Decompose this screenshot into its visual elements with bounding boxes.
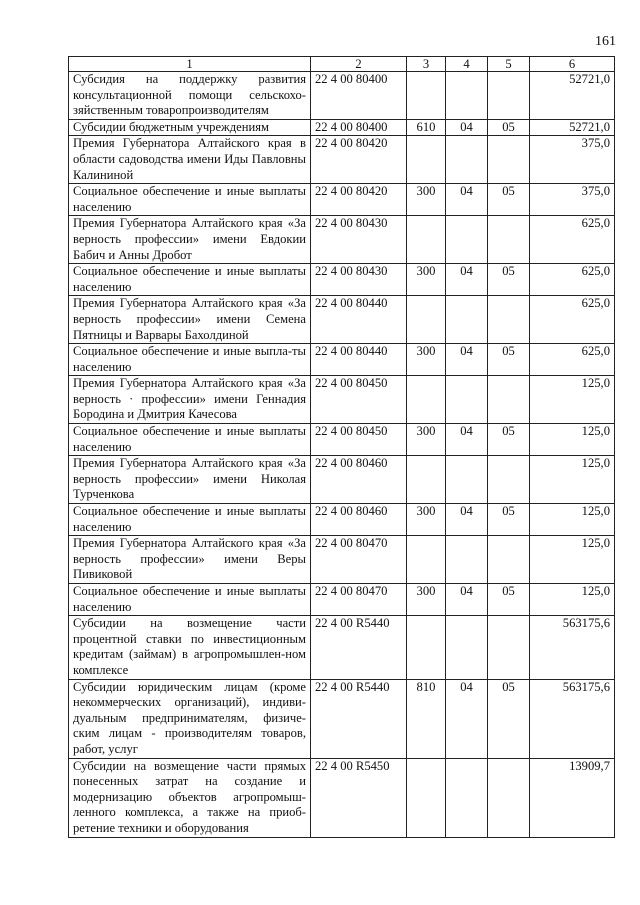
table-row: [69, 216, 615, 264]
subsection-cell: [488, 72, 530, 120]
section-cell: 04: [446, 119, 488, 136]
table-row: [69, 376, 615, 424]
amount-cell: 625,0: [530, 296, 615, 344]
expense-type-cell: 610: [407, 119, 446, 136]
expense-type-cell: 300: [407, 424, 446, 456]
section-cell: [446, 136, 488, 184]
header-col-1: 1: [69, 57, 311, 72]
expense-type-cell: 300: [407, 344, 446, 376]
budget-code-cell: 22 4 00 80430: [311, 264, 407, 296]
section-cell: [446, 376, 488, 424]
subsection-cell: 05: [488, 584, 530, 616]
amount-cell: 125,0: [530, 536, 615, 584]
table-row: [69, 584, 615, 616]
expense-type-cell: [407, 72, 446, 120]
section-cell: 04: [446, 679, 488, 758]
budget-code-cell: 22 4 00 80460: [311, 456, 407, 504]
table-row: [69, 136, 615, 184]
budget-code-cell: 22 4 00 80450: [311, 424, 407, 456]
subsection-cell: [488, 296, 530, 344]
budget-code-cell: 22 4 00 80430: [311, 216, 407, 264]
expense-type-cell: [407, 456, 446, 504]
subsection-cell: [488, 758, 530, 837]
subsection-cell: [488, 376, 530, 424]
table-row: [69, 184, 615, 216]
amount-cell: 125,0: [530, 584, 615, 616]
expense-type-cell: 300: [407, 184, 446, 216]
item-name-cell: Социальное обеспечение и иные выплаты населению: [69, 264, 311, 296]
expense-type-cell: [407, 616, 446, 679]
table-row: [69, 264, 615, 296]
item-name-cell: Субсидии на возмещение части прямых понесенных затрат на создание и модернизацию объектов агропромыш-ленного комплекса, а также на приоб-ретение техники и оборудования: [69, 758, 311, 837]
table-row: [69, 119, 615, 136]
subsection-cell: 05: [488, 424, 530, 456]
subsection-cell: 05: [488, 264, 530, 296]
table-row: [69, 344, 615, 376]
subsection-cell: 05: [488, 119, 530, 136]
page-number: 161: [595, 34, 616, 49]
amount-cell: 125,0: [530, 504, 615, 536]
budget-code-cell: 22 4 00 R5450: [311, 758, 407, 837]
table-row: [69, 296, 615, 344]
budget-code-cell: 22 4 00 80450: [311, 376, 407, 424]
budget-code-cell: 22 4 00 80460: [311, 504, 407, 536]
expense-type-cell: 810: [407, 679, 446, 758]
amount-cell: 52721,0: [530, 72, 615, 120]
header-col-3: 3: [407, 57, 446, 72]
header-col-4: 4: [446, 57, 488, 72]
table-row: [69, 616, 615, 679]
subsection-cell: [488, 216, 530, 264]
amount-cell: 125,0: [530, 376, 615, 424]
expense-type-cell: [407, 296, 446, 344]
amount-cell: 625,0: [530, 264, 615, 296]
item-name-cell: Субсидии юридическим лицам (кроме некоммерческих организаций), индиви-дуальным предпринимателям, физиче-ским лицам - производителям товаров, работ, услуг: [69, 679, 311, 758]
header-col-6: 6: [530, 57, 615, 72]
table-row: [69, 72, 615, 120]
budget-code-cell: 22 4 00 80400: [311, 72, 407, 120]
expense-type-cell: [407, 216, 446, 264]
budget-code-cell: 22 4 00 80440: [311, 296, 407, 344]
item-name-cell: Социальное обеспечение и иные выплаты населению: [69, 584, 311, 616]
amount-cell: 375,0: [530, 136, 615, 184]
budget-code-cell: 22 4 00 80470: [311, 584, 407, 616]
table-row: [69, 456, 615, 504]
item-name-cell: Социальное обеспечение и иные выплаты населению: [69, 424, 311, 456]
section-cell: 04: [446, 344, 488, 376]
subsection-cell: 05: [488, 679, 530, 758]
item-name-cell: Премия Губернатора Алтайского края «За верность профессии» имени Николая Турченкова: [69, 456, 311, 504]
section-cell: 04: [446, 584, 488, 616]
budget-code-cell: 22 4 00 R5440: [311, 679, 407, 758]
section-cell: [446, 456, 488, 504]
header-col-2: 2: [311, 57, 407, 72]
amount-cell: 125,0: [530, 424, 615, 456]
subsection-cell: 05: [488, 344, 530, 376]
section-cell: 04: [446, 184, 488, 216]
header-col-5: 5: [488, 57, 530, 72]
subsection-cell: [488, 536, 530, 584]
section-cell: [446, 758, 488, 837]
item-name-cell: Субсидии на возмещение части процентной ставки по инвестиционным кредитам (займам) в агропромышлен-ном комплексе: [69, 616, 311, 679]
subsection-cell: [488, 136, 530, 184]
item-name-cell: Премия Губернатора Алтайского края «За верность профессии» имени Семена Пятницы и Варвары Бахолдиной: [69, 296, 311, 344]
amount-cell: 13909,7: [530, 758, 615, 837]
budget-code-cell: 22 4 00 80420: [311, 184, 407, 216]
table-body: [69, 72, 615, 838]
table-row: [69, 536, 615, 584]
item-name-cell: Премия Губернатора Алтайского края в области садоводства имени Иды Павловны Калининой: [69, 136, 311, 184]
amount-cell: 563175,6: [530, 616, 615, 679]
budget-table: [68, 56, 615, 838]
budget-code-cell: 22 4 00 80440: [311, 344, 407, 376]
expense-type-cell: 300: [407, 504, 446, 536]
header-row: [69, 57, 615, 72]
expense-type-cell: [407, 376, 446, 424]
item-name-cell: Субсидия на поддержку развития консультационной помощи сельскохо-зяйственным товаропроизводителям: [69, 72, 311, 120]
expense-type-cell: 300: [407, 264, 446, 296]
item-name-cell: Социальное обеспечение и иные выплаты населению: [69, 504, 311, 536]
subsection-cell: 05: [488, 504, 530, 536]
item-name-cell: Социальное обеспечение и иные выпла-ты населению: [69, 344, 311, 376]
table-row: [69, 504, 615, 536]
budget-code-cell: 22 4 00 80470: [311, 536, 407, 584]
item-name-cell: Премия Губернатора Алтайского края «За верность профессии» имени Евдокии Бабич и Анны Дробот: [69, 216, 311, 264]
expense-type-cell: [407, 758, 446, 837]
item-name-cell: Премия Губернатора Алтайского края «За верность · профессии» имени Геннадия Бородина и Дмитрия Качесова: [69, 376, 311, 424]
item-name-cell: Премия Губернатора Алтайского края «За верность профессии» имени Веры Пивиковой: [69, 536, 311, 584]
amount-cell: 625,0: [530, 344, 615, 376]
table-row: [69, 758, 615, 837]
subsection-cell: 05: [488, 184, 530, 216]
amount-cell: 375,0: [530, 184, 615, 216]
section-cell: [446, 616, 488, 679]
subsection-cell: [488, 616, 530, 679]
section-cell: [446, 72, 488, 120]
table-row: [69, 679, 615, 758]
budget-code-cell: 22 4 00 R5440: [311, 616, 407, 679]
item-name-cell: Социальное обеспечение и иные выплаты населению: [69, 184, 311, 216]
expense-type-cell: [407, 136, 446, 184]
subsection-cell: [488, 456, 530, 504]
amount-cell: 52721,0: [530, 119, 615, 136]
section-cell: 04: [446, 504, 488, 536]
table-row: [69, 424, 615, 456]
expense-type-cell: 300: [407, 584, 446, 616]
budget-code-cell: 22 4 00 80400: [311, 119, 407, 136]
section-cell: [446, 216, 488, 264]
amount-cell: 125,0: [530, 456, 615, 504]
expense-type-cell: [407, 536, 446, 584]
amount-cell: 563175,6: [530, 679, 615, 758]
amount-cell: 625,0: [530, 216, 615, 264]
section-cell: [446, 296, 488, 344]
section-cell: [446, 536, 488, 584]
section-cell: 04: [446, 424, 488, 456]
item-name-cell: Субсидии бюджетным учреждениям: [69, 119, 311, 136]
budget-code-cell: 22 4 00 80420: [311, 136, 407, 184]
section-cell: 04: [446, 264, 488, 296]
